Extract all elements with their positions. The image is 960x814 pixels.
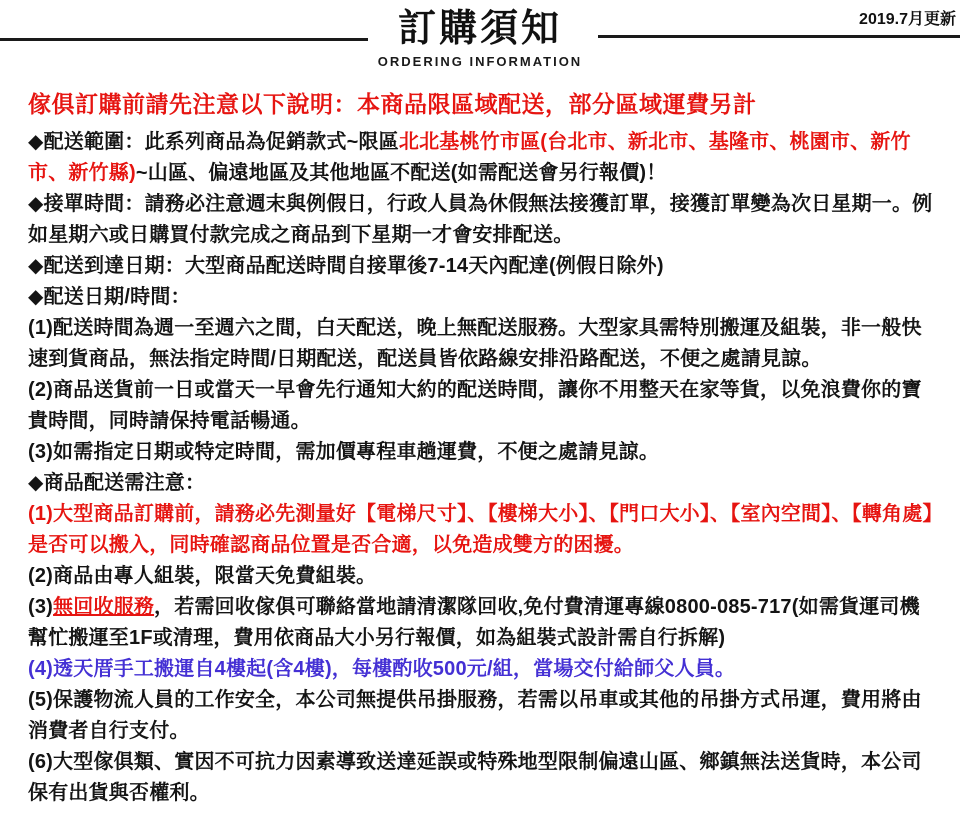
- notice-paragraph: [28, 747, 936, 809]
- notice-paragraph: [28, 654, 936, 685]
- notice-paragraph: [28, 313, 936, 375]
- notice-paragraph: [28, 561, 936, 592]
- notice-text-segment: (1)大型商品訂購前，請務必先測量好【電梯尺寸】、【樓梯大小】、【門口大小】、【室內空間】、【轉角處】是否可以搬入，同時確認商品位置是否合適，以免造成雙方的困擾。: [28, 502, 933, 556]
- notice-text-segment: ◆商品配送需注意：: [28, 471, 206, 494]
- notice-text-segment: ~山區、偏遠地區及其他地區不配送(如需配送會另行報價)！: [135, 161, 667, 184]
- notice-paragraph: [28, 592, 936, 654]
- notice-text-segment: ◆配送到達日期：大型商品配送時間自接單後7-14天內配達(例假日除外): [28, 254, 664, 277]
- notice-text-segment: ◆接單時間：請務必注意週末與例假日，行政人員為休假無法接獲訂單，接獲訂單變為次日星期一。例如星期六或日購買付款完成之商品到下星期一才會安排配送。: [28, 192, 933, 246]
- notice-paragraph: [28, 685, 936, 747]
- notice-paragraph: [28, 499, 936, 561]
- page-title: 訂購須知: [397, 8, 562, 50]
- notice-paragraph: [28, 189, 936, 251]
- updated-date-label: 2019.7月更新: [859, 11, 956, 28]
- notice-text-segment: ，若需回收傢俱可聯絡當地請清潔隊回收,免付費清運專線0800-085-717(如需貨運司機幫忙搬運至1F或清理，費用依商品大小另行報價，如為組裝式設計需自行拆解): [28, 595, 920, 649]
- notice-text-segment: (3)如需指定日期或特定時間，需加價專程車趟運費，不便之處請見諒。: [28, 440, 660, 463]
- notice-text-segment: 北北基桃竹市區(台北市、新北市、基隆市、桃園市、新竹市、新竹縣): [28, 130, 911, 184]
- notice-paragraph: [28, 375, 936, 437]
- notice-text-segment: (2)商品送貨前一日或當天一早會先行通知大約的配送時間，讓你不用整天在家等貨，以免浪費你的寶貴時間，同時請保持電話暢通。: [28, 378, 922, 432]
- notice-text-segment: ◆配送日期/時間：: [28, 285, 191, 308]
- notice-text-segment: ◆配送範圍：此系列商品為促銷款式~限區: [28, 130, 399, 153]
- notice-paragraph: [28, 437, 936, 468]
- notice-content: [0, 84, 960, 809]
- notice-text-segment: (2)商品由專人組裝，限當天免費組裝。: [28, 564, 377, 587]
- notice-text-segment: (1)配送時間為週一至週六之間，白天配送，晚上無配送服務。大型家具需特別搬運及組裝，非一般快速到貨商品，無法指定時間/日期配送，配送員皆依路線安排沿路配送，不便之處請見諒。: [28, 316, 922, 370]
- notice-paragraph: [28, 251, 936, 282]
- notice-text-segment: 無回收服務: [53, 595, 155, 618]
- notice-paragraph: [28, 468, 936, 499]
- notice-paragraphs: [28, 127, 936, 809]
- notice-headline: 傢俱訂購前請先注意以下說明：本商品限區域配送，部分區域運費另計: [28, 91, 757, 117]
- notice-text-segment: (5)保護物流人員的工作安全，本公司無提供吊掛服務，若需以吊車或其他的吊掛方式吊運，費用將由消費者自行支付。: [28, 688, 922, 742]
- notice-text-segment: (3): [28, 595, 54, 618]
- notice-text-segment: (6)大型傢俱類、實因不可抗力因素導致送達延誤或特殊地型限制偏遠山區、鄉鎮無法送貨時，本公司保有出貨與否權利。: [28, 750, 922, 804]
- notice-paragraph: [28, 127, 936, 189]
- header: [0, 0, 960, 84]
- notice-paragraph: [28, 282, 936, 313]
- notice-text-segment: (4)透天厝手工搬運自4樓起(含4樓)，每樓酌收500元/組，當場交付給師父人員。: [28, 657, 736, 680]
- page-subtitle: ORDERING INFORMATION: [377, 54, 583, 69]
